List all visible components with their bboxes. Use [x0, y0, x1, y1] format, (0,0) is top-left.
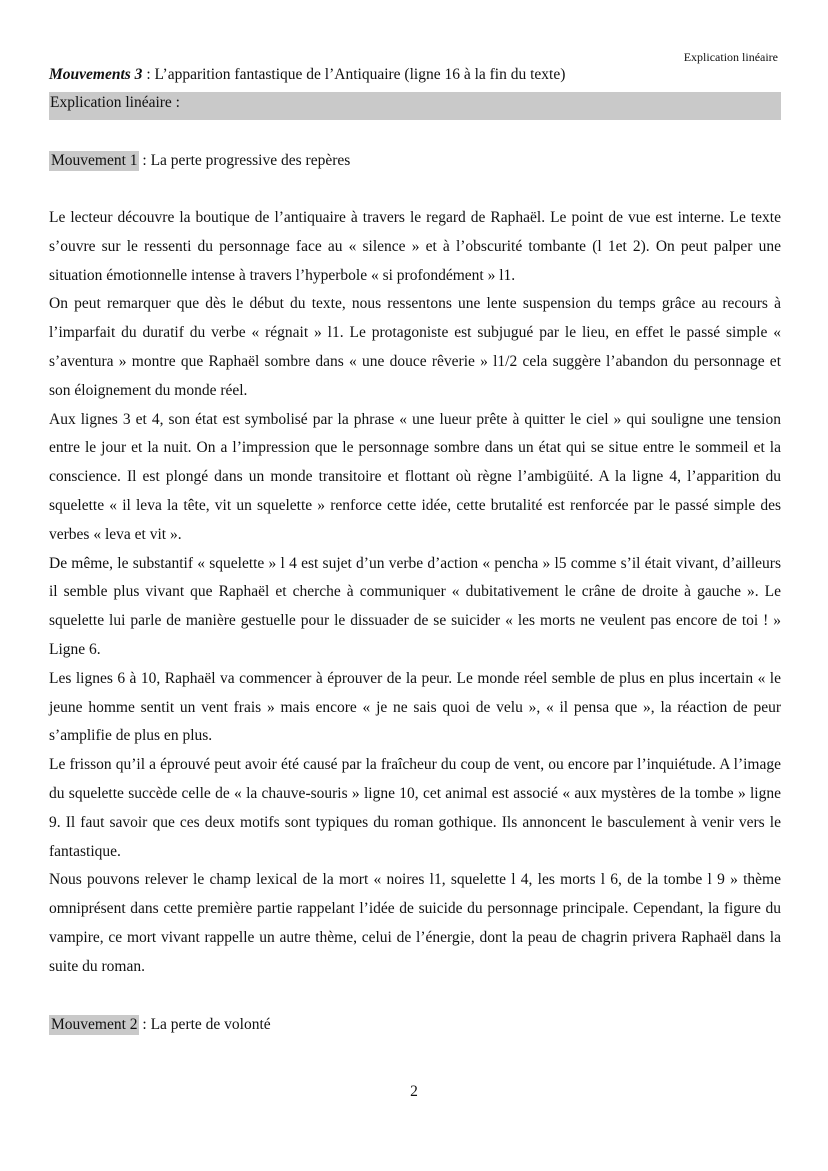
movement-2-label: Mouvement 2	[51, 1016, 138, 1033]
paragraph: Aux lignes 3 et 4, son état est symbolisé par la phrase « une lueur prête à quitter le ciel » qui souligne une tension entre le jour et la nuit. On a l’impression que le personnage sombre dans un état qui se situe entre le sommeil et la conscience. Il est plongé dans un monde transitoire et flottant où règne l’ambigüité. A la ligne 4, l’apparition du squelette « il leva la tête, vit un squelette » renforce cette idée, cette brutalité est renforcée par le passé simple des verbes « leva et vit ».	[49, 410, 781, 543]
paragraph: Le lecteur découvre la boutique de l’antiquaire à travers le regard de Raphaël. Le point de vue est interne. Le texte s’ouvre sur le ressenti du personnage face au « silence » et à l’obscurité tombante (l 1et 2). On peut palper une situation émotionnelle intense à travers l’hyperbole « si profondément » l1.	[49, 209, 781, 284]
section-title	[49, 64, 781, 86]
page-number: 2	[410, 1083, 418, 1100]
section-band	[49, 92, 781, 120]
band-label: Explication linéaire :	[50, 94, 180, 111]
paragraph: Le frisson qu’il a éprouvé peut avoir été causé par la fraîcheur du coup de vent, ou encore par l’inquiétude. A l’image du squelette succède celle de « la chauve-souris » ligne 10, cet animal est associé « aux mystères de la tombe » ligne 9. Il faut savoir que ces deux motifs sont typiques du roman gothique. Ils annoncent le basculement à venir vers le fantastique.	[49, 756, 781, 860]
section-label: Mouvements 3	[49, 66, 143, 83]
paragraph: De même, le substantif « squelette » l 4 est sujet d’un verbe d’action « pencha » l5 comme s’il était vivant, d’ailleurs il semble plus vivant que Raphaël et cherche à communiquer « dubitativement le crâne de droite à gauche ». Le squelette lui parle de manière gestuelle pour le dissuader de se suicider « les morts ne veulent pas encore de toi ! » Ligne 6.	[49, 554, 781, 658]
paragraph: Nous pouvons relever le champ lexical de la mort « noires l1, squelette l 4, les morts l 6, de la tombe l 9 » thème omniprésent dans cette première partie rappelant l’idée de suicide du personnage principale. Cependant, la figure du vampire, ce mort vivant rappelle un autre thème, celui de l’énergie, dont la peau de chagrin privera Raphaël dans la suite du roman.	[49, 871, 781, 975]
movement-1-title: : La perte progressive des repères	[138, 152, 351, 169]
movement-2-title: : La perte de volonté	[138, 1016, 271, 1033]
running-header: Explication linéaire	[683, 50, 778, 64]
movement-1-label: Mouvement 1	[51, 152, 138, 169]
paragraph: Les lignes 6 à 10, Raphaël va commencer à éprouver de la peur. Le monde réel semble de plus en plus incertain « le jeune homme sentit un vent frais » mais encore « je ne sais quoi de velu », « il pensa que », la réaction de peur s’amplifie de plus en plus.	[49, 669, 781, 745]
movement-1-heading	[49, 150, 350, 172]
section-title-text: : L’apparition fantastique de l’Antiquaire (ligne 16 à la fin du texte)	[142, 66, 566, 83]
movement-2-heading	[49, 1014, 271, 1036]
paragraph: On peut remarquer que dès le début du texte, nous ressentons une lente suspension du temps grâce au recours à l’imparfait du duratif du verbe « régnait » l1. Le protagoniste est subjugué par le lieu, en effet le passé simple « s’aventura » montre que Raphaël sombre dans « une douce rêverie » l1/2 cela suggère l’abandon du personnage et son éloignement du monde réel.	[49, 295, 781, 399]
body-text	[49, 204, 781, 982]
